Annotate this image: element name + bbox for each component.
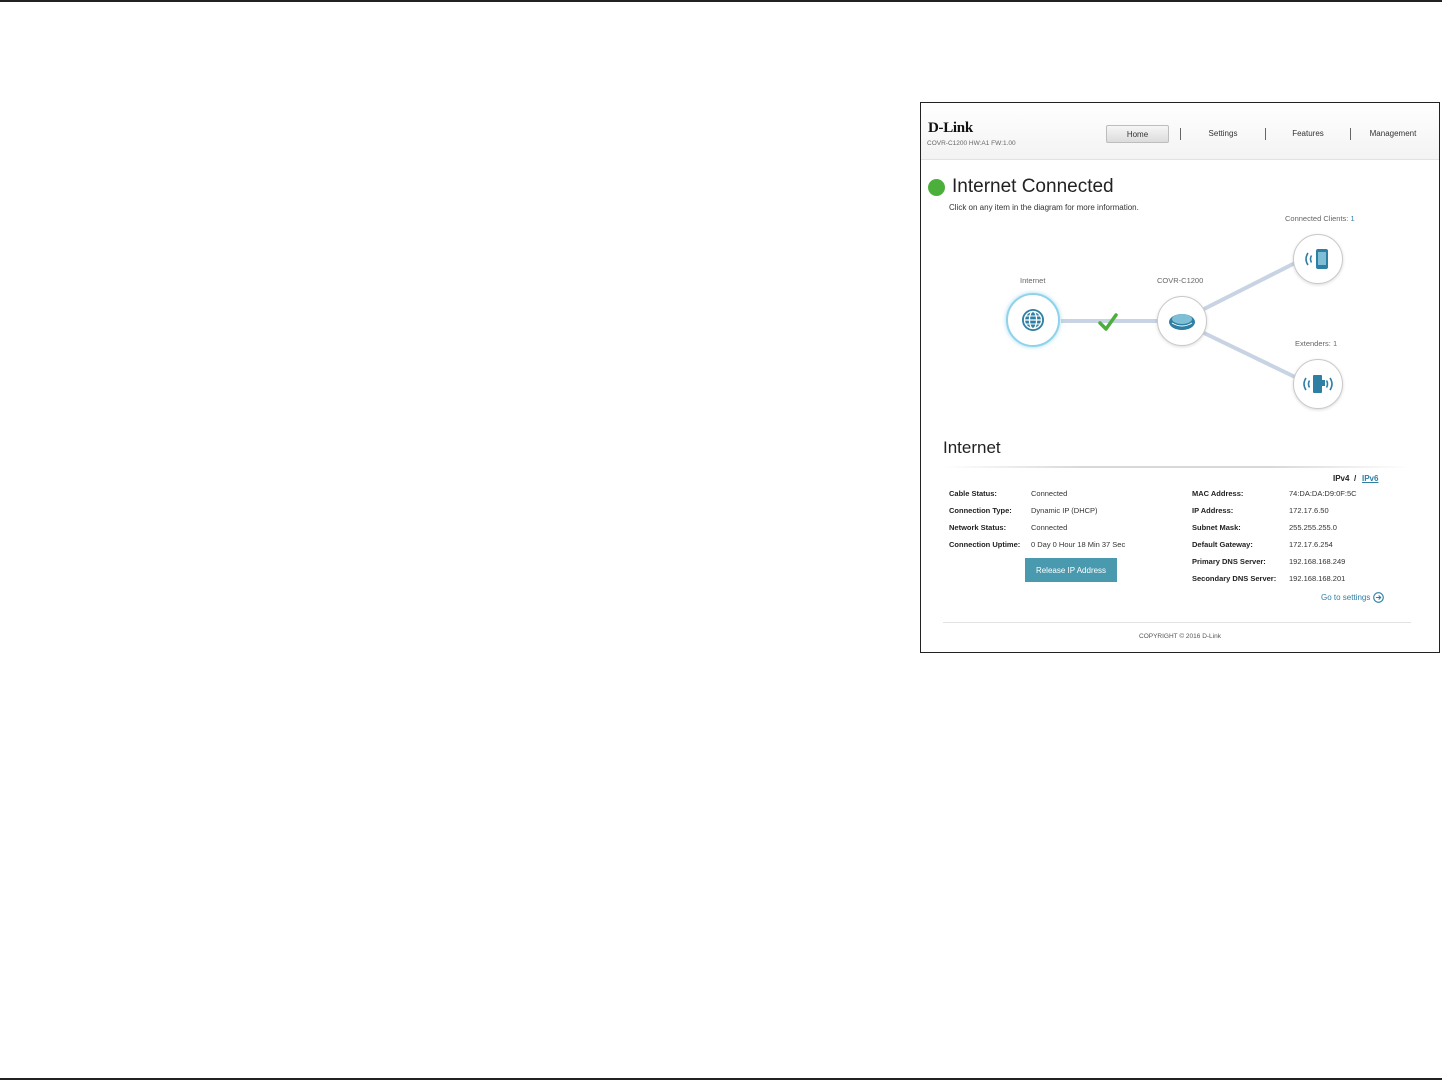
primary-dns-value: 192.168.168.249 bbox=[1289, 557, 1346, 566]
default-gateway-label: Default Gateway: bbox=[1192, 540, 1253, 549]
subnet-mask-value: 255.255.255.0 bbox=[1289, 523, 1337, 532]
secondary-dns-label: Secondary DNS Server: bbox=[1192, 574, 1277, 583]
section-divider bbox=[943, 466, 1411, 468]
go-to-settings-label: Go to settings bbox=[1321, 593, 1371, 602]
tab-home[interactable]: Home bbox=[1106, 125, 1169, 143]
arrow-right-circle-icon bbox=[1373, 592, 1384, 603]
extenders-label bbox=[1295, 339, 1337, 348]
ip-version-separator: / bbox=[1354, 474, 1357, 483]
release-ip-button[interactable]: Release IP Address bbox=[1025, 558, 1117, 582]
clients-node[interactable] bbox=[1293, 234, 1343, 284]
globe-icon bbox=[1020, 307, 1046, 333]
internet-node[interactable] bbox=[1006, 293, 1060, 347]
clients-label-text: Connected Clients: bbox=[1285, 214, 1349, 223]
router-node[interactable] bbox=[1157, 296, 1207, 346]
status-title: Internet Connected bbox=[952, 176, 1114, 197]
secondary-dns-value: 192.168.168.201 bbox=[1289, 574, 1346, 583]
dlink-logo: D-Link bbox=[928, 120, 973, 136]
ipv4-tab[interactable]: IPv4 bbox=[1333, 474, 1350, 483]
tab-management[interactable]: Management bbox=[1369, 129, 1417, 138]
connection-uptime-value: 0 Day 0 Hour 18 Min 37 Sec bbox=[1031, 540, 1126, 549]
mobile-device-icon bbox=[1302, 247, 1334, 271]
model-info: COVR-C1200 HW:A1 FW:1.00 bbox=[927, 140, 1016, 147]
device-label: COVR-C1200 bbox=[1157, 276, 1204, 285]
go-to-settings-link[interactable] bbox=[1321, 592, 1384, 603]
mac-address-label: MAC Address: bbox=[1192, 489, 1244, 498]
internet-label: Internet bbox=[1020, 276, 1046, 285]
page-top-rule bbox=[0, 0, 1442, 2]
diagram-links bbox=[921, 103, 1439, 433]
connection-type-value: Dynamic IP (DHCP) bbox=[1031, 506, 1098, 515]
extenders-label-text: Extenders: bbox=[1295, 339, 1331, 348]
cable-status-label: Cable Status: bbox=[949, 489, 997, 498]
status-subtitle: Click on any item in the diagram for more information. bbox=[949, 203, 1139, 212]
connection-type-label: Connection Type: bbox=[949, 506, 1012, 515]
section-title: Internet bbox=[943, 438, 1001, 457]
tab-features[interactable]: Features bbox=[1292, 129, 1324, 138]
network-diagram bbox=[921, 103, 1439, 433]
router-icon bbox=[1167, 310, 1197, 332]
default-gateway-value: 172.17.6.254 bbox=[1289, 540, 1333, 549]
network-status-value: Connected bbox=[1031, 523, 1068, 532]
extenders-node[interactable] bbox=[1293, 359, 1343, 409]
clients-label bbox=[1285, 214, 1355, 223]
cable-status-value: Connected bbox=[1031, 489, 1068, 498]
clients-count: 1 bbox=[1350, 214, 1355, 223]
tab-settings[interactable]: Settings bbox=[1208, 129, 1238, 138]
extenders-count: 1 bbox=[1332, 339, 1338, 348]
ip-address-label: IP Address: bbox=[1192, 506, 1234, 515]
footer-divider bbox=[943, 622, 1411, 623]
page-bottom-rule bbox=[0, 1078, 1442, 1080]
router-ui-screenshot bbox=[920, 102, 1440, 653]
ipv6-link[interactable]: IPv6 bbox=[1362, 474, 1379, 483]
extender-icon bbox=[1301, 372, 1335, 396]
mac-address-value: 74:DA:DA:D9:0F:5C bbox=[1289, 489, 1357, 498]
subnet-mask-label: Subnet Mask: bbox=[1192, 523, 1241, 532]
primary-dns-label: Primary DNS Server: bbox=[1192, 557, 1266, 566]
ip-address-value: 172.17.6.50 bbox=[1289, 506, 1329, 515]
copyright-footer: COPYRIGHT © 2016 D-Link bbox=[1139, 633, 1221, 640]
connection-uptime-label: Connection Uptime: bbox=[949, 540, 1021, 549]
network-status-label: Network Status: bbox=[949, 523, 1007, 532]
